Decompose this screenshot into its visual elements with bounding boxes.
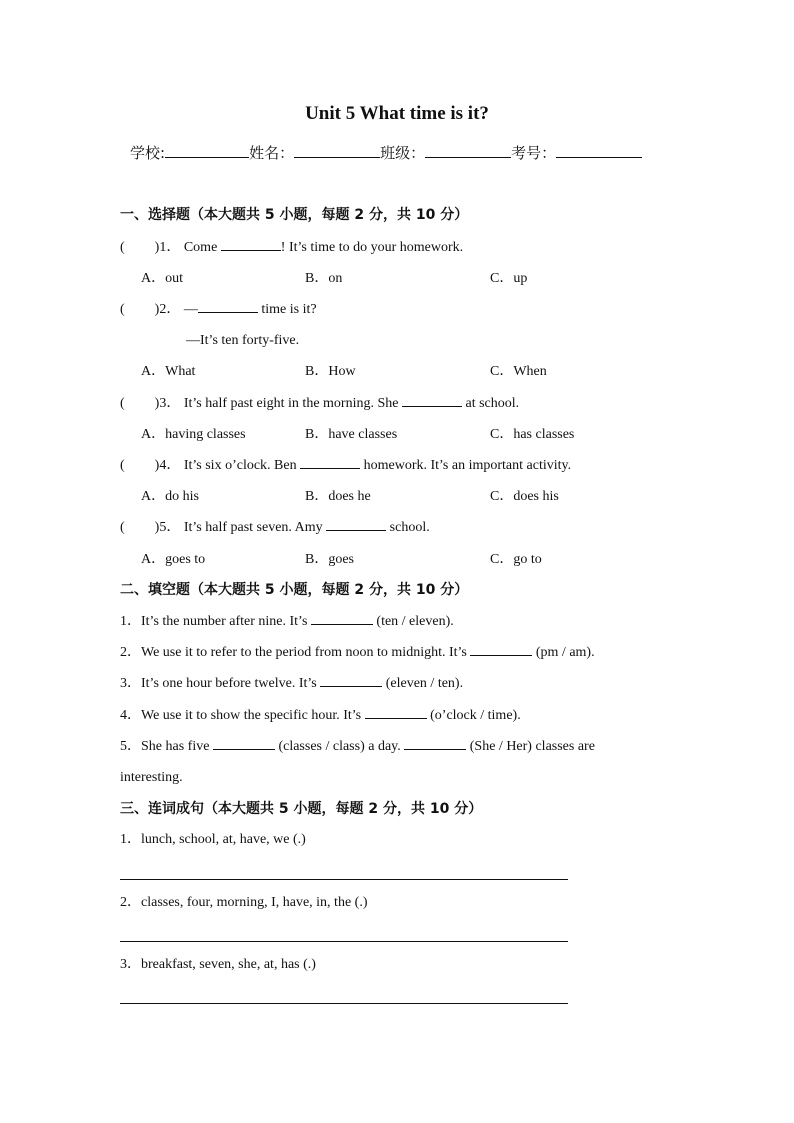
class-label: 班级： (380, 144, 426, 162)
fill-blank[interactable] (213, 737, 275, 750)
fill-blank[interactable] (311, 612, 373, 625)
question-text: 5．She has five (120, 739, 210, 754)
option-b[interactable]: B．have classes (305, 427, 398, 442)
option-c[interactable]: C．does his (490, 489, 559, 504)
fill-blank[interactable] (404, 737, 466, 750)
choice-question-3 (120, 394, 519, 414)
question-text: Come (183, 240, 218, 255)
option-b[interactable]: B．on (305, 271, 343, 286)
fill-blank[interactable] (470, 643, 532, 656)
question-text: homework. It’s an important activity. (363, 458, 572, 473)
section-3-heading: 三、连词成句（本大题共 5 小题，每题 2 分，共 10 分） (120, 801, 483, 817)
question-text: It’s half past eight in the morning. She (183, 396, 399, 411)
option-a[interactable]: A．out (141, 271, 183, 286)
question-text: school. (389, 520, 430, 535)
number-label: 考号： (511, 144, 557, 162)
option-c[interactable]: C．When (490, 364, 547, 379)
option-b[interactable]: B．does he (305, 489, 371, 504)
question-text: 4．We use it to show the specific hour. It’s (120, 708, 362, 723)
section-1-heading: 一、选择题（本大题共 5 小题，每题 2 分，共 10 分） (120, 207, 469, 223)
answer-paren-open: ( (120, 458, 125, 473)
class-blank[interactable] (425, 143, 511, 158)
number-blank[interactable] (556, 143, 642, 158)
fill-blank[interactable] (402, 394, 462, 407)
option-b[interactable]: B．How (305, 364, 356, 379)
fill-blank[interactable] (198, 300, 258, 313)
question-text: It’s six o’clock. Ben (183, 458, 297, 473)
choice-question-4 (120, 456, 571, 476)
option-a[interactable]: A．having classes (141, 427, 246, 442)
option-a[interactable]: A．goes to (141, 552, 206, 567)
question-text: It’s half past seven. Amy (183, 520, 323, 535)
fill-question-5-continued: interesting. (120, 770, 183, 785)
option-c[interactable]: C．go to (490, 552, 542, 567)
option-b[interactable]: B．goes (305, 552, 354, 567)
question-hint: (classes / class) a day. (278, 739, 401, 754)
question-hint: (o’clock / time). (430, 708, 521, 723)
fill-question-2 (120, 643, 595, 663)
choice-question-1 (120, 238, 463, 258)
fill-question-5 (120, 737, 595, 757)
question-number: )2． (154, 302, 181, 317)
student-info-row (130, 142, 642, 163)
sentence-question-3: 3．breakfast, seven, she, at, has (.) (120, 957, 316, 972)
question-number: )4． (154, 458, 181, 473)
fill-question-1 (120, 612, 454, 632)
school-label: 学校: (130, 144, 166, 162)
question-text: 1．It’s the number after nine. It’s (120, 614, 308, 629)
name-label: 姓名： (249, 144, 295, 162)
fill-blank[interactable] (326, 518, 386, 531)
question-text: time is it? (261, 302, 317, 317)
section-2-heading: 二、填空题（本大题共 5 小题，每题 2 分，共 10 分） (120, 582, 469, 598)
question-number: )1． (154, 240, 181, 255)
choice-question-5 (120, 518, 430, 538)
answer-paren-open: ( (120, 302, 125, 317)
fill-blank[interactable] (365, 706, 427, 719)
question-2-reply: —It’s ten forty-five. (186, 333, 300, 348)
option-a[interactable]: A．What (141, 364, 196, 379)
sentence-question-2: 2．classes, four, morning, I, have, in, the (.) (120, 895, 368, 910)
question-number: )5． (154, 520, 181, 535)
fill-blank[interactable] (221, 238, 281, 251)
answer-line[interactable] (120, 879, 568, 880)
question-hint: (ten / eleven). (376, 614, 454, 629)
worksheet-title: Unit 5 What time is it? (305, 103, 489, 124)
answer-line[interactable] (120, 1003, 568, 1004)
fill-blank[interactable] (320, 674, 382, 687)
fill-question-3 (120, 674, 463, 694)
school-blank[interactable] (165, 143, 249, 158)
sentence-question-1: 1．lunch, school, at, have, we (.) (120, 832, 306, 847)
question-text: 2．We use it to refer to the period from noon to midnight. It’s (120, 645, 467, 660)
answer-paren-open: ( (120, 240, 125, 255)
option-c[interactable]: C．up (490, 271, 528, 286)
option-c[interactable]: C．has classes (490, 427, 575, 442)
fill-question-4 (120, 706, 521, 726)
question-text: at school. (465, 396, 520, 411)
name-blank[interactable] (294, 143, 380, 158)
question-hint: (eleven / ten). (385, 676, 464, 691)
fill-blank[interactable] (300, 456, 360, 469)
answer-paren-open: ( (120, 520, 125, 535)
answer-paren-open: ( (120, 396, 125, 411)
answer-line[interactable] (120, 941, 568, 942)
question-text: — (183, 302, 198, 317)
question-number: )3． (154, 396, 181, 411)
question-hint: (She / Her) classes are (469, 739, 595, 754)
question-text: 3．It’s one hour before twelve. It’s (120, 676, 317, 691)
choice-question-2 (120, 300, 317, 320)
option-a[interactable]: A．do his (141, 489, 199, 504)
question-text: ! It’s time to do your homework. (280, 240, 464, 255)
question-hint: (pm / am). (535, 645, 595, 660)
